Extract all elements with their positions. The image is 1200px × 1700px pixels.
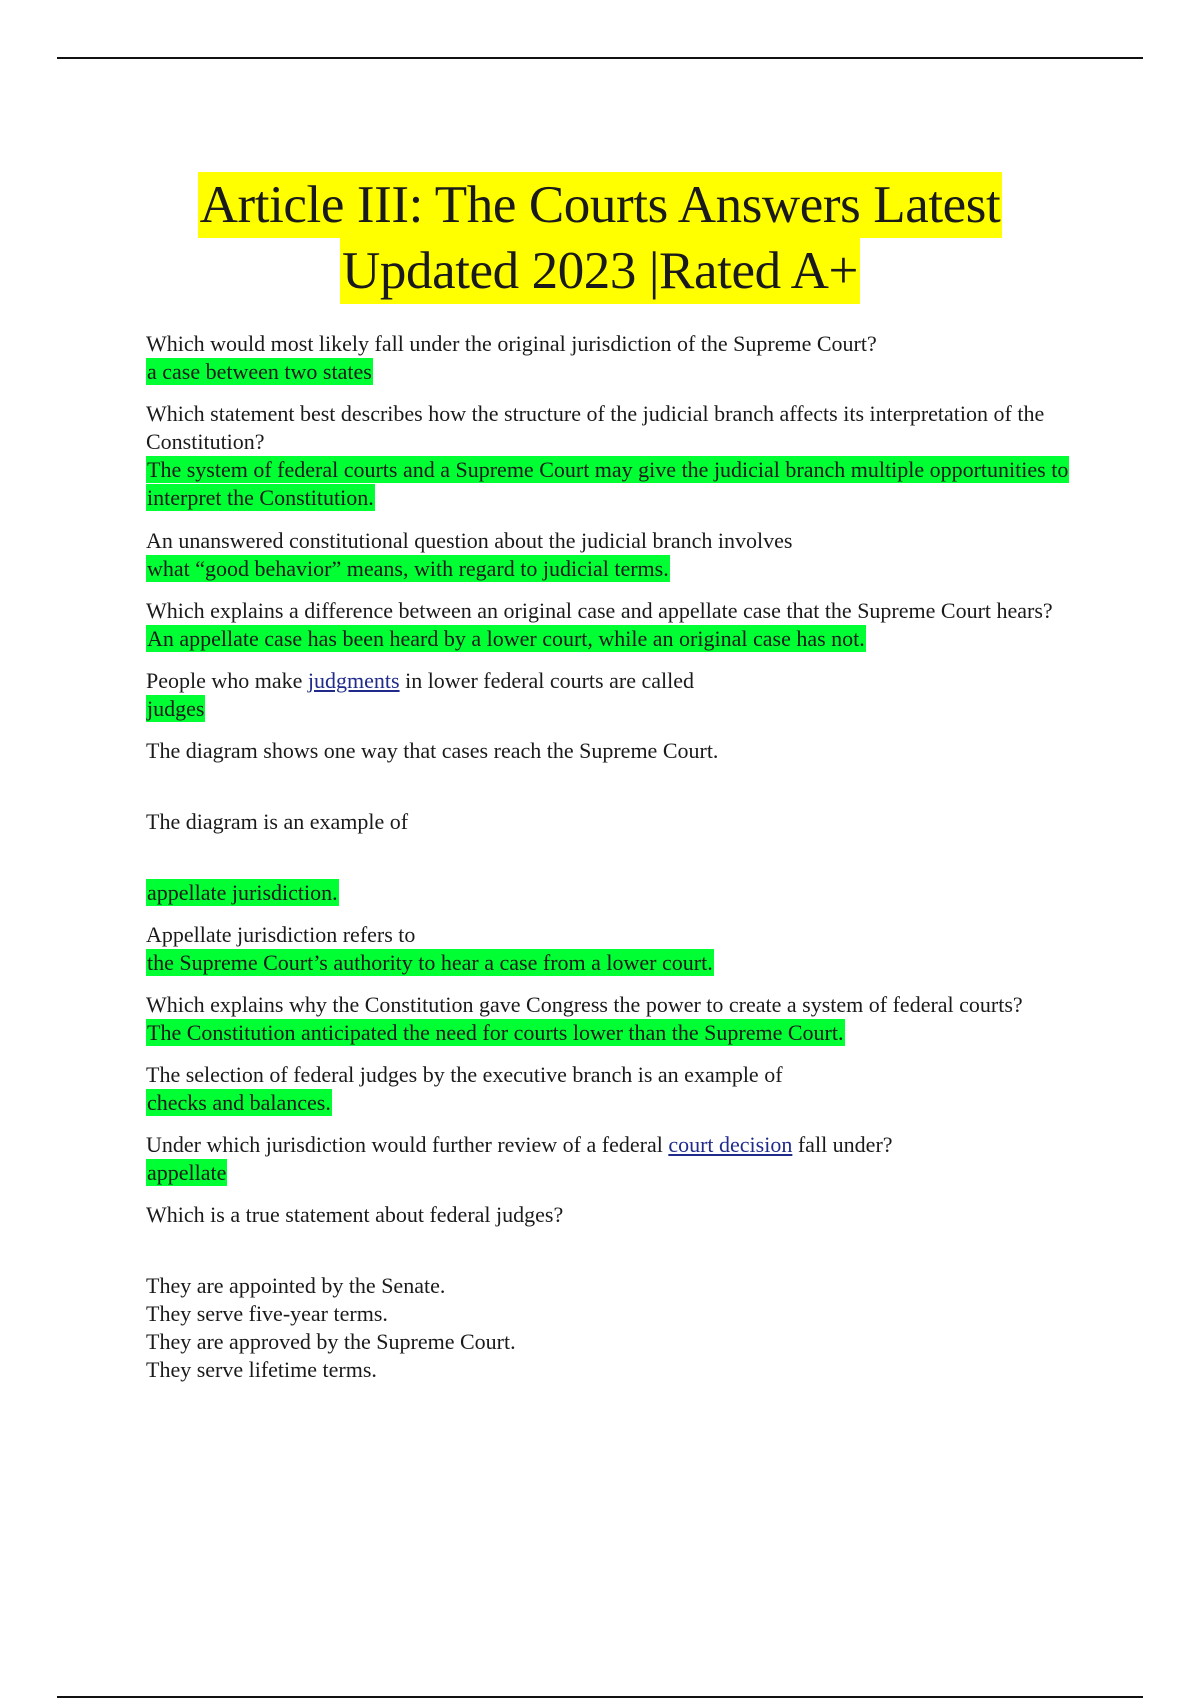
qa-item-5 — [146, 667, 1086, 723]
qa-item-1 — [146, 330, 1086, 386]
option-2: They serve five-year terms. — [146, 1301, 388, 1326]
answer-text: checks and balances. — [147, 1090, 331, 1115]
answer-text: a case between two states — [147, 359, 372, 384]
qa-item-4 — [146, 597, 1086, 653]
title-line-2 — [0, 238, 1200, 304]
bottom-rule — [57, 1696, 1143, 1698]
title-line-1 — [0, 172, 1200, 238]
question-text-after: fall under? — [792, 1132, 893, 1157]
qa-item-9 — [146, 1061, 1086, 1117]
question-text-before: Under which jurisdiction would further review of a federal — [146, 1132, 669, 1157]
qa-item-3 — [146, 527, 1086, 583]
question-text: Which statement best describes how the structure of the judicial branch affects its interpretation of the Constitution? — [146, 401, 1045, 454]
question-text — [146, 1131, 1086, 1159]
answer-text: the Supreme Court’s authority to hear a case from a lower court. — [147, 950, 713, 975]
qa-item-6 — [146, 737, 1086, 907]
answer-text: what “good behavior” means, with regard to judicial terms. — [147, 556, 669, 581]
judgments-link[interactable]: judgments — [307, 668, 400, 693]
qa-item-7 — [146, 921, 1086, 977]
answer-text: An appellate case has been heard by a lower court, while an original case has not. — [147, 626, 865, 651]
question-text: Which would most likely fall under the original jurisdiction of the Supreme Court? — [146, 331, 877, 356]
answer-text: judges — [147, 696, 205, 721]
option-1: They are appointed by the Senate. — [146, 1273, 446, 1298]
qa-item-11 — [146, 1201, 1086, 1384]
qa-item-2 — [146, 400, 1086, 512]
question-text: Appellate jurisdiction refers to — [146, 922, 416, 947]
answer-text: appellate — [147, 1160, 227, 1185]
title-text-1: Article III: The Courts Answers Latest — [198, 172, 1003, 238]
question-text: The selection of federal judges by the executive branch is an example of — [146, 1062, 783, 1087]
top-rule — [57, 57, 1143, 59]
qa-item-10 — [146, 1131, 1086, 1187]
qa-item-8 — [146, 991, 1086, 1047]
options-list — [146, 1272, 1086, 1384]
question-text: An unanswered constitutional question about the judicial branch involves — [146, 528, 793, 553]
title-text-2: Updated 2023 |Rated A+ — [340, 238, 860, 304]
question-text-2: The diagram is an example of — [146, 809, 409, 834]
question-text-after: in lower federal courts are called — [399, 668, 694, 693]
option-4: They serve lifetime terms. — [146, 1357, 377, 1382]
answer-text: appellate jurisdiction. — [147, 880, 338, 905]
court-decision-link[interactable]: court decision — [668, 1132, 793, 1157]
question-text: Which explains a difference between an original case and appellate case that the Supreme Court hears? — [146, 598, 1053, 623]
question-text-before: People who make — [146, 668, 308, 693]
qa-list — [146, 330, 1086, 1384]
document-title — [0, 172, 1200, 304]
question-text — [146, 667, 1086, 695]
option-3: They are approved by the Supreme Court. — [146, 1329, 516, 1354]
answer-text: The system of federal courts and a Supreme Court may give the judicial branch multiple opportunities to interpret the Constitution. — [147, 457, 1069, 510]
answer-text: The Constitution anticipated the need for courts lower than the Supreme Court. — [147, 1020, 844, 1045]
question-text: The diagram shows one way that cases reach the Supreme Court. — [146, 738, 719, 763]
question-text: Which explains why the Constitution gave Congress the power to create a system of federal courts? — [146, 992, 1023, 1017]
question-text: Which is a true statement about federal judges? — [146, 1202, 564, 1227]
